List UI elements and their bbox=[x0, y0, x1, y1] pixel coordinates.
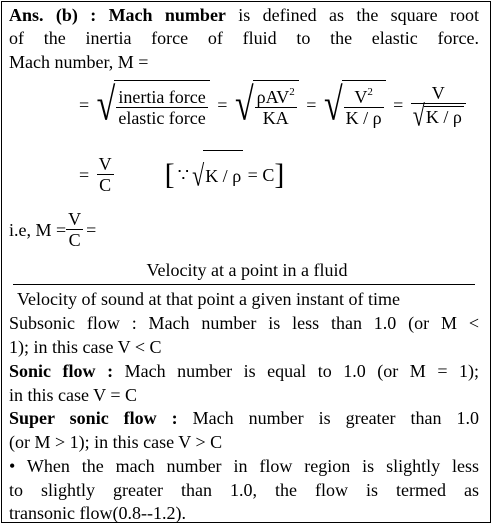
supersonic-text: Mach number is greater than 1.0 bbox=[177, 408, 480, 428]
equals-sign: = bbox=[393, 94, 404, 115]
equation-2: = $\frac{V}{C}$ [ ∵ √K / ρ = C] bbox=[76, 148, 284, 201]
v-over-c bbox=[66, 209, 83, 250]
v-text: V bbox=[98, 154, 112, 175]
sqrt-inertia-ratio: √ $\frac{\text{inertia force}}{\text{elastic force}}$ bbox=[97, 79, 210, 131]
equals-sign: = bbox=[79, 164, 90, 185]
intro-line-1 bbox=[9, 4, 479, 26]
supersonic-label: Super sonic flow : bbox=[9, 408, 178, 428]
v-over-c bbox=[97, 154, 114, 195]
ka-text: KA bbox=[255, 107, 297, 128]
sonic-line-1 bbox=[9, 360, 479, 382]
k-rho-text: K / ρ bbox=[425, 106, 462, 127]
mach-number-label: Mach number, M = bbox=[9, 52, 149, 72]
sqrt-v-ratio: √ $\frac{V^2}{K / \rho}$ bbox=[324, 79, 386, 131]
square-exp: 2 bbox=[367, 86, 373, 99]
equals-sign: = bbox=[79, 94, 90, 115]
right-bracket: ] bbox=[274, 157, 285, 191]
c-text: C bbox=[97, 174, 114, 195]
because-symbol: ∵ bbox=[177, 164, 190, 185]
intro-line-2: of the inertia force of fluid to the elastic force. bbox=[9, 28, 479, 48]
ratio-denominator: Velocity of sound at that point a given instant of time bbox=[17, 289, 400, 309]
v-text: V bbox=[431, 82, 445, 103]
supersonic-line-1 bbox=[9, 407, 479, 429]
equals-c-text: = C bbox=[243, 164, 275, 185]
left-bracket: [ bbox=[164, 157, 175, 191]
sonic-text: Mach number is equal to 1.0 (or M = 1); bbox=[113, 361, 480, 381]
sonic-label: Sonic flow : bbox=[9, 361, 114, 381]
transonic-line-3: transonic flow(0.8--1.2). bbox=[9, 503, 186, 523]
k-rho-text: K / ρ bbox=[203, 150, 243, 201]
v-text: V bbox=[354, 87, 368, 108]
v-text: V bbox=[68, 209, 82, 230]
supersonic-line-2: (or M > 1); in this case V > C bbox=[9, 432, 223, 452]
subsonic-line-2: 1); in this case V < C bbox=[9, 337, 162, 357]
ratio-numerator: Velocity at a point in a fluid bbox=[146, 260, 348, 280]
transonic-line-2: to slightly greater than 1.0, the flow is termed as bbox=[9, 480, 479, 500]
transonic-line-1: • When the mach number in flow region is slightly less bbox=[9, 456, 479, 476]
rho-av-text: ρAV bbox=[256, 87, 290, 108]
elastic-force-text: elastic force bbox=[118, 108, 206, 129]
c-text: C bbox=[66, 229, 83, 250]
equals-sign: = bbox=[86, 219, 97, 240]
fraction-bar bbox=[13, 284, 475, 285]
k-rho-text: K / ρ bbox=[345, 108, 382, 129]
answer-label: Ans. (b) : Mach number bbox=[9, 5, 226, 25]
intro-text-1: is defined as the square root bbox=[225, 5, 479, 25]
ie-label: i.e, M = bbox=[9, 219, 67, 240]
square-exp: 2 bbox=[289, 86, 295, 99]
subsonic-line-1: Subsonic flow : Mach number is less than 1.0 (or M < bbox=[9, 313, 479, 333]
sonic-line-2: in this case V = C bbox=[9, 385, 137, 405]
equals-sign: = bbox=[217, 94, 228, 115]
sqrt-rho-ratio: √ $\frac{\rho AV^2}{KA}$ bbox=[235, 79, 299, 131]
equals-sign: = bbox=[306, 94, 317, 115]
equation-1 bbox=[76, 78, 466, 131]
inertia-force-text: inertia force bbox=[118, 87, 206, 108]
ie-equation bbox=[9, 203, 99, 255]
v-over-sqrt: $\frac{V}{√K / \rho}$ bbox=[411, 83, 466, 127]
